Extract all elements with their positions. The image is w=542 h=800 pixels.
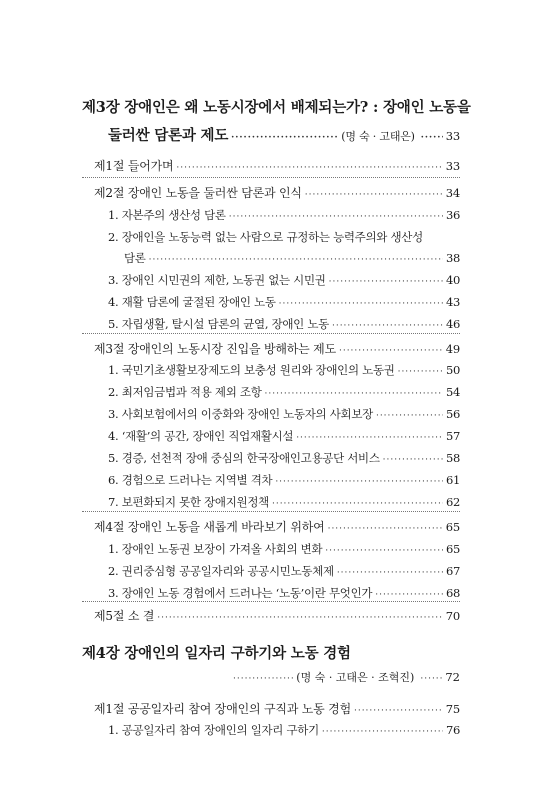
toc-entry-page: 54	[445, 385, 460, 399]
toc-entry-text: 제4절 장애인 노동을 새롭게 바라보기 위하여	[94, 520, 325, 534]
toc-entry	[94, 700, 460, 717]
toc-entry-text: 제1절 공공일자리 참여 장애인의 구직과 노동 경험	[94, 702, 351, 716]
toc-entry	[124, 250, 460, 266]
toc-entry	[94, 157, 460, 174]
divider	[82, 333, 460, 334]
leader-dots	[322, 727, 443, 737]
toc-entry	[108, 294, 460, 310]
toc-entry-page: 56	[445, 407, 460, 421]
toc-entry-text: 2. 장애인을 노동능력 없는 사람으로 규정하는 능력주의와 생산성	[108, 230, 423, 244]
divider	[82, 601, 460, 602]
toc-entry	[108, 384, 460, 400]
toc-entry-text: 제1절 들어가며	[94, 159, 174, 173]
toc-entry	[108, 316, 460, 332]
toc-entry	[108, 585, 460, 601]
toc-entry	[108, 428, 460, 444]
toc-entry-text: 3. 사회보험에서의 이중화와 장애인 노동자의 사회보장	[108, 407, 373, 421]
toc-entry	[108, 494, 460, 510]
toc-entry-page: 34	[445, 186, 460, 200]
leader-dots	[305, 190, 443, 200]
toc-entry	[108, 207, 460, 223]
leader-dots	[157, 613, 443, 623]
toc-entry-text: 3. 장애인 노동 경험에서 드러나는 ‘노동’이란 무엇인가	[108, 586, 373, 600]
divider	[82, 511, 460, 512]
toc-entry-page: 65	[445, 542, 460, 556]
leader-dots	[328, 524, 443, 534]
toc-entry-page: 67	[445, 564, 460, 578]
toc-entry-page: 40	[445, 273, 460, 287]
leader-dots	[229, 212, 443, 222]
leader-dots	[233, 674, 293, 684]
toc-entry-page: 57	[445, 429, 460, 443]
toc-entry-page: 33	[445, 159, 460, 173]
leader-dots	[339, 346, 443, 356]
toc-entry	[108, 450, 460, 466]
toc-entry-text: 2. 권리중심형 공공일자리와 공공시민노동체제	[108, 564, 334, 578]
toc-entry	[108, 362, 460, 378]
toc-entry-page: 65	[445, 520, 460, 534]
divider	[82, 177, 460, 178]
toc-entry	[94, 518, 460, 535]
leader-dots	[332, 321, 443, 331]
toc-entry	[94, 184, 460, 201]
toc-entry-page: 49	[445, 342, 460, 356]
toc-entry	[108, 563, 460, 579]
chapter-4-page: 72	[445, 670, 460, 684]
toc-entry	[94, 607, 460, 624]
chapter-3-title-cont: 둘러싼 담론과 제도	[108, 127, 229, 144]
toc-entry-page: 36	[445, 208, 460, 222]
leader-dots	[383, 455, 443, 465]
toc-entry-page: 50	[445, 363, 460, 377]
leader-dots	[375, 590, 443, 600]
leader-dots	[231, 133, 338, 143]
toc-entry-text: 제2절 장애인 노동을 둘러싼 담론과 인식	[94, 186, 302, 200]
toc-entry-text: 6. 경험으로 드러나는 지역별 격차	[108, 473, 273, 487]
chapter-3-authors: (명 숙 · 고태은)	[341, 130, 415, 143]
toc-entry-page: 38	[445, 251, 460, 265]
leader-dots	[354, 706, 443, 716]
toc-entry	[108, 272, 460, 288]
chapter-3-page: 33	[445, 129, 460, 143]
leader-dots	[337, 568, 443, 578]
leader-dots	[329, 277, 443, 287]
toc-entry-text: 2. 최저임금법과 적용 제외 조항	[108, 385, 262, 399]
leader-dots	[149, 255, 443, 265]
toc-entry-page: 68	[445, 586, 460, 600]
toc-entry-text: 1. 장애인 노동권 보장이 가져올 사회의 변화	[108, 542, 323, 556]
chapter-4-title: 제4장 장애인의 일자리 구하기와 노동 경험	[82, 645, 351, 662]
toc-entry	[108, 472, 460, 488]
leader-dots	[265, 389, 443, 399]
leader-dots	[279, 299, 443, 309]
toc-entry-page: 62	[445, 495, 460, 509]
chapter-3-title-line-2	[108, 124, 460, 145]
chapter-4-byline	[230, 669, 460, 685]
toc-entry-text: 4. ‘재활’의 공간, 장애인 직업재활시설	[108, 429, 294, 443]
toc-entry-text: 5. 자립생활, 탈시설 담론의 균열, 장애인 노동	[108, 317, 329, 331]
toc-entry-text: 제5절 소 결	[94, 609, 155, 623]
toc-entry-page: 75	[445, 702, 460, 716]
toc-entry-text: 담론	[124, 251, 146, 265]
leader-dots	[376, 411, 443, 421]
leader-dots	[296, 433, 443, 443]
toc-entry	[108, 406, 460, 422]
leader-dots	[325, 546, 443, 556]
toc-entry-text: 4. 재활 담론에 굴절된 장애인 노동	[108, 295, 276, 309]
chapter-4-authors: (명 숙 · 고태은 · 조혁진)	[296, 671, 415, 684]
toc-entry-page: 46	[445, 317, 460, 331]
leader-dots	[275, 477, 443, 487]
toc-entry-page: 76	[445, 723, 460, 737]
leader-dots	[176, 163, 442, 173]
toc-entry	[108, 541, 460, 557]
toc-entry-page: 58	[445, 451, 460, 465]
toc-entry-text: 3. 장애인 시민권의 제한, 노동권 없는 시민권	[108, 273, 326, 287]
toc-entry-page: 61	[445, 473, 460, 487]
leader-dots	[398, 367, 443, 377]
toc-entry-page: 43	[445, 295, 460, 309]
toc-entry-text: 5. 경증, 선천적 장애 중심의 한국장애인고용공단 서비스	[108, 451, 380, 465]
toc-entry-text: 제3절 장애인의 노동시장 진입을 방해하는 제도	[94, 342, 336, 356]
leader-dots	[420, 674, 442, 684]
toc-entry	[108, 722, 460, 738]
toc-entry-page: 70	[445, 609, 460, 623]
leader-dots	[272, 499, 443, 509]
toc-entry-text: 1. 자본주의 생산성 담론	[108, 208, 226, 222]
toc-entry	[94, 340, 460, 357]
toc-entry-text: 1. 국민기초생활보장제도의 보충성 원리와 장애인의 노동권	[108, 363, 395, 377]
leader-dots	[421, 133, 443, 143]
toc-entry-text: 7. 보편화되지 못한 장애지원정책	[108, 495, 269, 509]
toc-entry-text: 1. 공공일자리 참여 장애인의 일자리 구하기	[108, 723, 319, 737]
chapter-3-title-line-1: 제3장 장애인은 왜 노동시장에서 배제되는가? : 장애인 노동을	[82, 99, 471, 116]
